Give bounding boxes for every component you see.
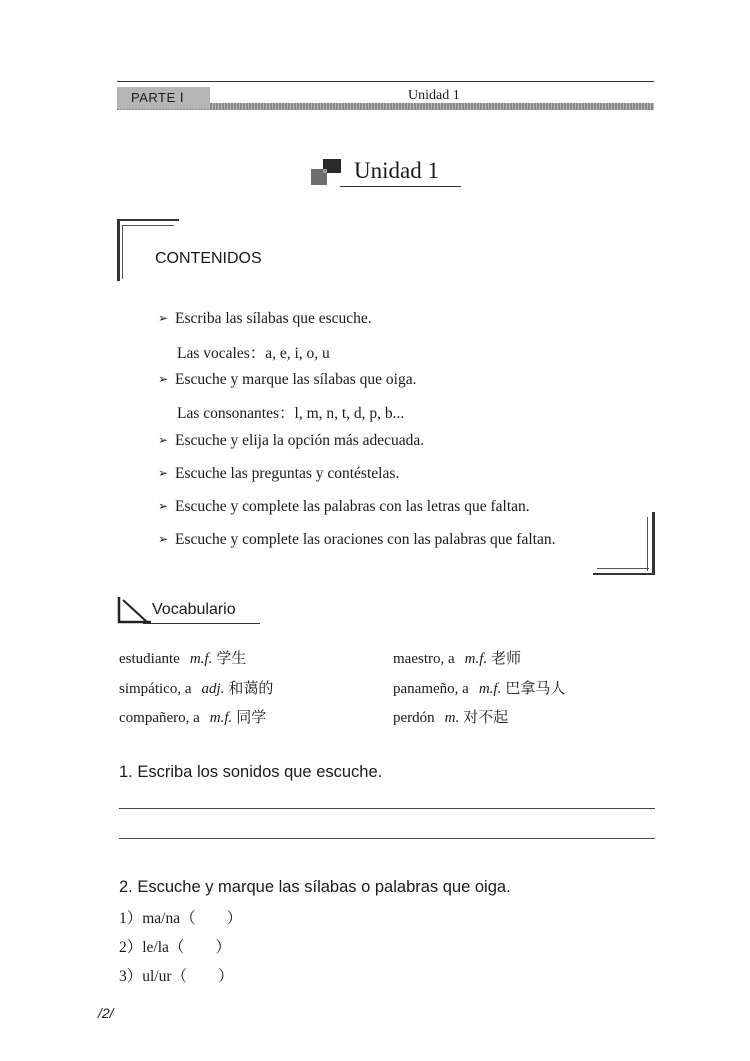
answer-line[interactable] [119,808,655,809]
contenidos-item: ➢ Escuche y complete las palabras con las letras que faltan. [158,498,530,515]
frame-side-top-left-inner [122,225,123,279]
arrow-bullet-icon: ➢ [158,372,169,386]
contenidos-item: ➢ Escriba las sílabas que escuche. [158,310,372,327]
contenidos-item: ➢ Escuche las preguntas y contéstelas. [158,465,400,482]
contenidos-subitem: Las consonantes：l, m, n, t, d, p, b... [177,405,405,422]
part-label: PARTE Ⅰ [117,87,210,109]
header-rule [117,81,654,82]
frame-corner-bottom-right [593,573,655,575]
exercise-2-item[interactable]: 1）ma/na（ ） [119,910,243,927]
arrow-bullet-icon: ➢ [158,499,169,513]
exercise-2-item[interactable]: 3）ul/ur（ ） [119,968,234,985]
vocab-entry: simpático, a adj. 和蔼的 [119,679,274,697]
contenidos-item: ➢ Escuche y elija la opción más adecuada. [158,432,425,449]
vocab-entry: panameño, a m.f. 巴拿马人 [393,679,566,697]
vocabulario-underline [143,623,260,624]
squares-icon [311,159,341,185]
vocab-entry: maestro, a m.f. 老师 [393,649,522,667]
arrow-bullet-icon: ➢ [158,466,169,480]
vocab-entry: compañero, a m.f. 同学 [119,708,267,726]
vocab-entry: estudiante m.f. 学生 [119,649,247,667]
exercise-1-title: 1. Escriba los sonidos que escuche. [119,763,383,781]
arrow-bullet-icon: ➢ [158,311,169,325]
answer-line[interactable] [119,838,655,839]
contenidos-item: ➢ Escuche y marque las sílabas que oiga. [158,371,417,388]
exercise-2-item[interactable]: 2）le/la（ ） [119,939,231,956]
unit-title: Unidad 1 [354,158,439,183]
contenidos-subitem: Las vocales：a, e, i, o, u [177,345,330,362]
page-number: /2/ [98,1005,114,1021]
contenidos-heading: CONTENIDOS [155,250,262,267]
contenidos-item: ➢ Escuche y complete las oraciones con las palabras que faltan. [158,531,556,548]
frame-corner-top-left [117,219,179,221]
frame-side-bottom-right-inner [647,517,648,571]
frame-side-bottom-right [652,512,655,575]
title-underline [340,186,461,187]
frame-corner-bottom-right-inner [597,568,649,569]
frame-side-top-left [117,219,120,281]
exercise-2-title: 2. Escuche y marque las sílabas o palabras que oiga. [119,878,511,896]
vocabulario-corner-icon [117,597,153,624]
frame-corner-top-left-inner [122,225,174,226]
arrow-bullet-icon: ➢ [158,532,169,546]
header-unit-label: Unidad 1 [408,88,460,103]
vocab-entry: perdón m. 对不起 [393,708,509,726]
vocabulario-heading: Vocabulario [152,601,236,618]
arrow-bullet-icon: ➢ [158,433,169,447]
